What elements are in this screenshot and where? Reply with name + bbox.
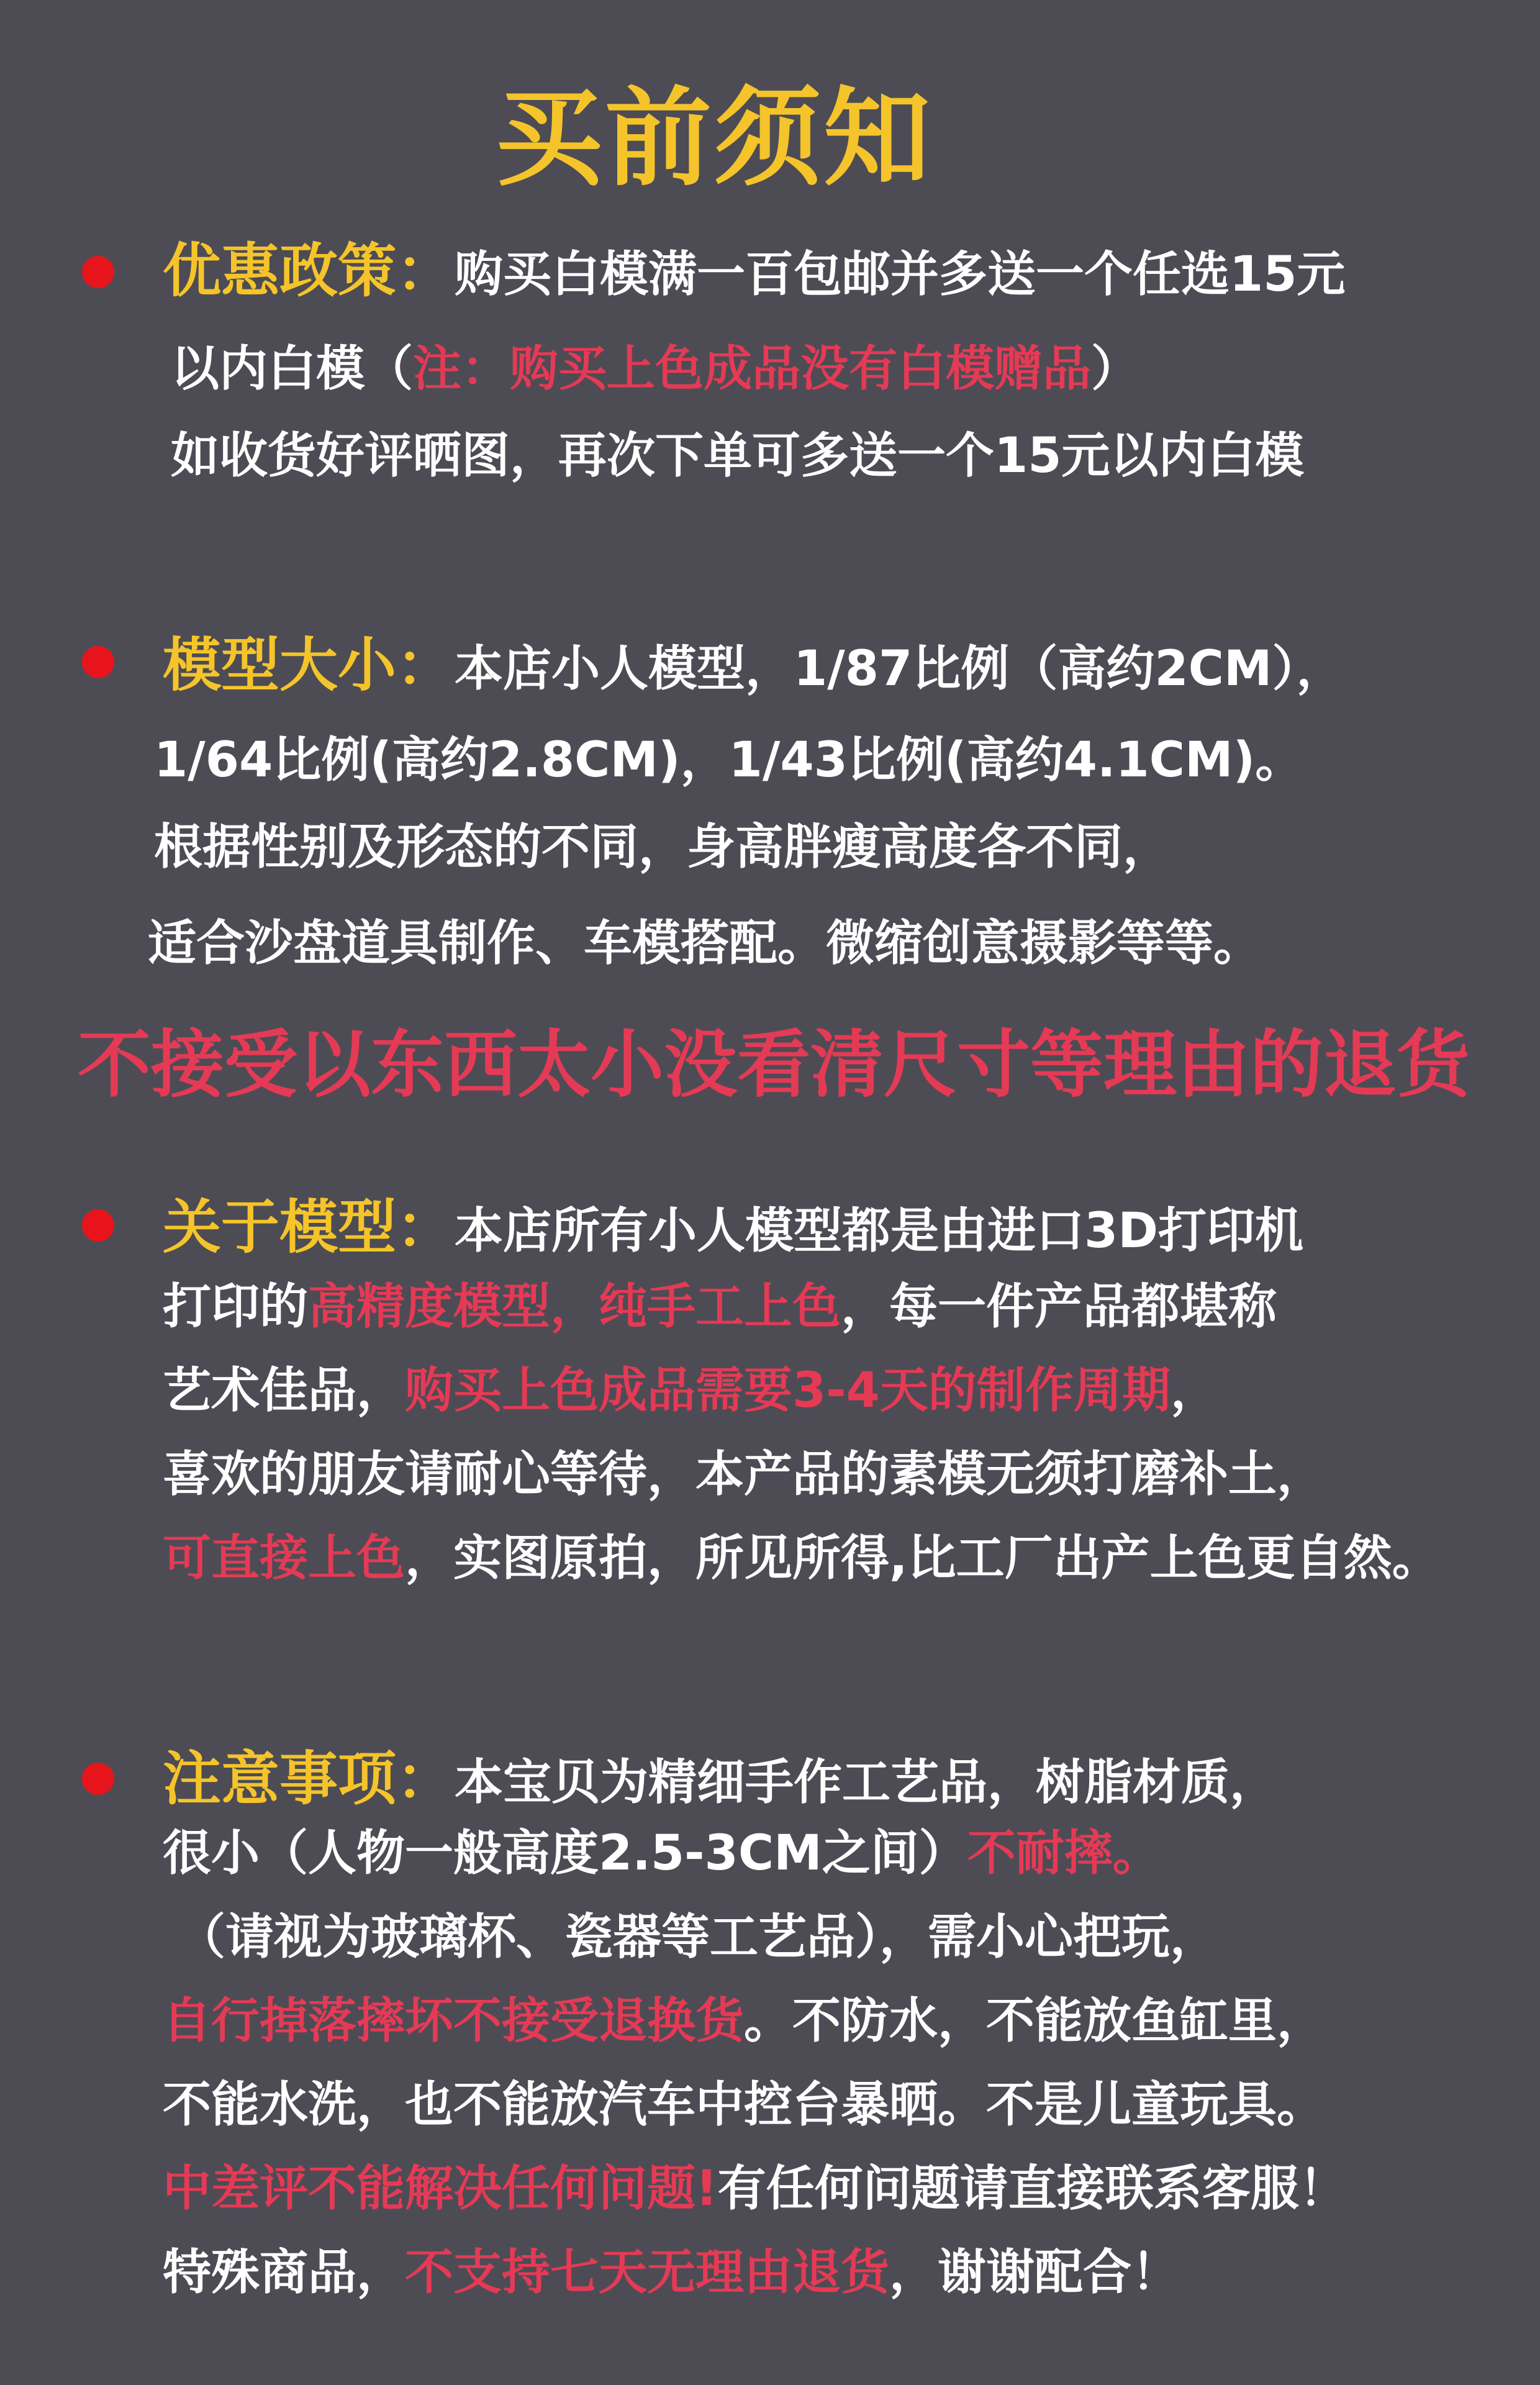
- section-1-line-3: 如收货好评晒图，再次下单可多送一个15元以内白模: [171, 428, 1304, 484]
- section-4-line-2: 很小（人物一般高度2.5-3CM之间）不耐摔。: [163, 1825, 1161, 1881]
- section-3-line-3: 艺术佳品，购买上色成品需要3-4天的制作周期，: [163, 1363, 1219, 1419]
- section-3-line-5: 可直接上色，实图原拍，所见所得,比工厂出产上色更自然。: [163, 1530, 1441, 1586]
- page-title: 买前须知: [496, 76, 933, 201]
- section-4-heading: 注意事项：: [163, 1745, 455, 1813]
- section-3-line-4: 喜欢的朋友请耐心等待，本产品的素模无须打磨补土，: [163, 1447, 1326, 1502]
- section-3-line-2: 打印的高精度模型，纯手工上色，每一件产品都堪称: [163, 1279, 1277, 1335]
- section-4-line-7: 特殊商品，不支持七天无理由退货，谢谢配合！: [163, 2245, 1180, 2301]
- section-3-heading: 关于模型：: [163, 1194, 455, 1261]
- section-1-line-2: 以内白模（注：购买上色成品没有白模赠品）: [171, 341, 1140, 397]
- section-4-line-3: （请视为玻璃杯、瓷器等工艺品），需小心把玩，: [177, 1909, 1219, 1965]
- section-2-line-4: 适合沙盘道具制作、车模搭配。微缩创意摄影等等。: [148, 915, 1262, 971]
- section-4-line-1: 注意事项：本宝贝为精细手作工艺品，树脂材质，: [163, 1745, 1279, 1813]
- section-2-line-3: 根据性别及形态的不同，身高胖瘦高度各不同，: [154, 819, 1172, 875]
- section-1-heading: 优惠政策：: [163, 237, 455, 305]
- section-4-line-4: 自行掉落摔坏不接受退换货。不防水，不能放鱼缸里，: [163, 1993, 1326, 2049]
- bullet-icon: [82, 1209, 114, 1242]
- section-2-heading: 模型大小：: [163, 632, 455, 699]
- bullet-icon: [82, 256, 114, 288]
- bullet-icon: [82, 1763, 114, 1795]
- section-4-line-6: 中差评不能解决任何问题!有任何问题请直接联系客服！: [163, 2161, 1348, 2217]
- section-3-line-1: 关于模型：本店所有小人模型都是由进口3D打印机: [163, 1194, 1304, 1261]
- section-1-line-1: 优惠政策：购买白模满一百包邮并多送一个任选15元: [163, 237, 1346, 305]
- section-2-line-1: 模型大小：本店小人模型，1/87比例（高约2CM），: [163, 632, 1345, 699]
- bullet-icon: [82, 646, 114, 678]
- section-2-line-2: 1/64比例(高约2.8CM)，1/43比例(高约4.1CM)。: [154, 732, 1304, 788]
- return-policy-warning: 不接受以东西太小没看清尺寸等理由的退货: [78, 1022, 1470, 1107]
- section-4-line-5: 不能水洗，也不能放汽车中控台暴晒。不是儿童玩具。: [163, 2077, 1326, 2133]
